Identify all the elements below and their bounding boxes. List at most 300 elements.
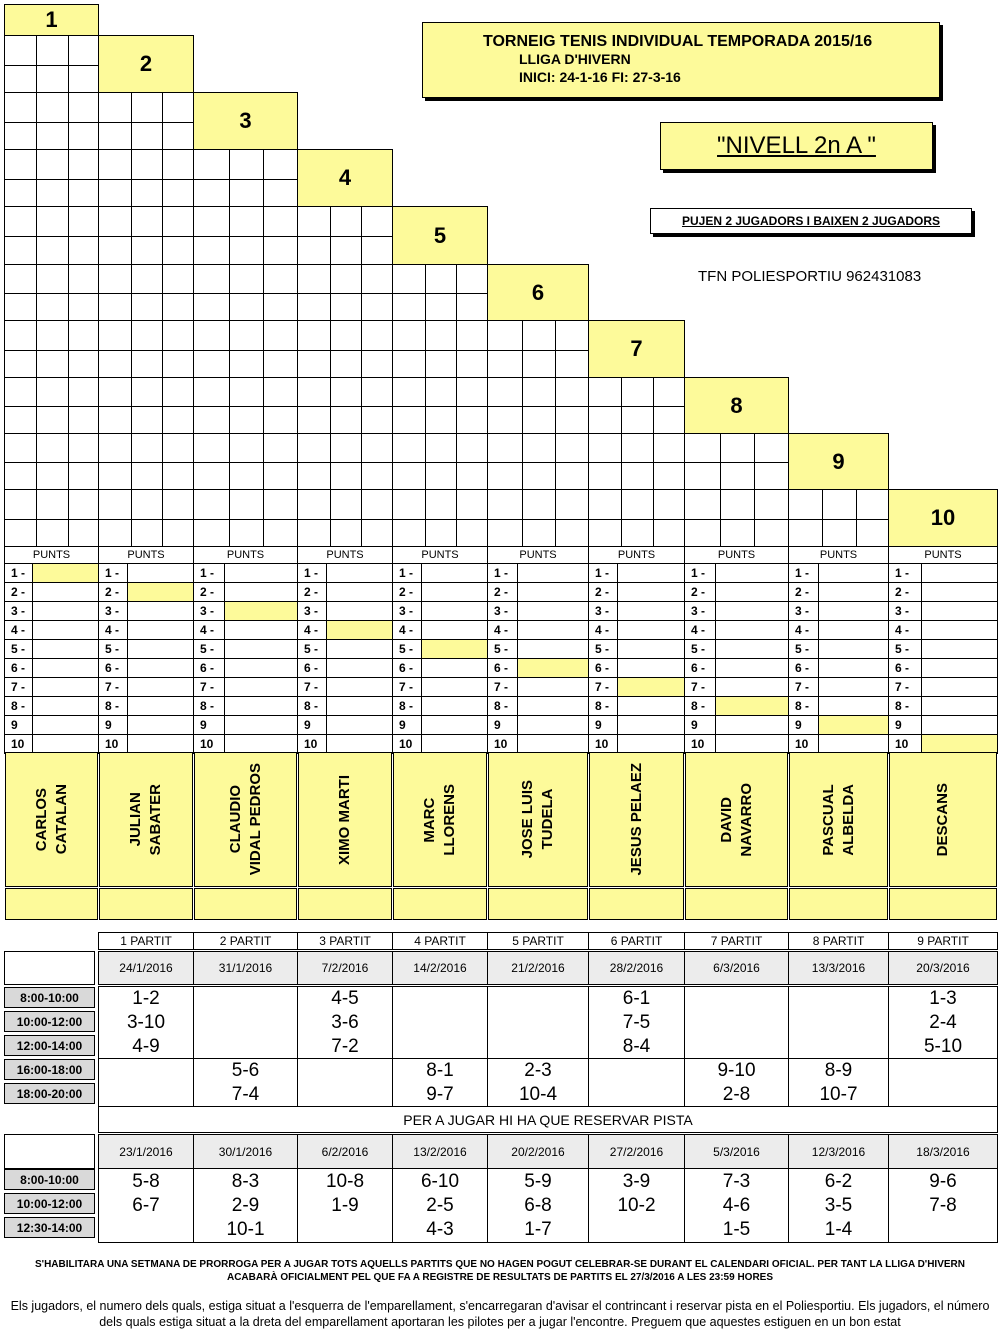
points-row-label: 1 -	[193, 563, 225, 583]
points-row-label: 2 -	[588, 582, 618, 602]
points-value-cell[interactable]	[127, 601, 194, 621]
match-score-cell[interactable]	[4, 264, 99, 321]
match-pairing[interactable]	[788, 1036, 889, 1058]
points-row-label: 3 -	[4, 601, 33, 621]
match-pairing[interactable]: 4-9	[132, 1036, 160, 1057]
match-date: 7/2/2016	[297, 951, 393, 985]
points-row-label: 10	[297, 734, 327, 754]
match-date: 23/1/2016	[98, 1134, 194, 1169]
score-grid-lines	[789, 490, 888, 546]
match-pairing[interactable]: 2-8	[722, 1084, 751, 1105]
time-slot-label: 16:00-18:00	[4, 1059, 95, 1080]
match-pairing[interactable]: 3-9	[622, 1171, 651, 1192]
points-value-cell[interactable]	[517, 734, 589, 754]
match-pairing[interactable]: 10-2	[617, 1195, 656, 1216]
match-pairing[interactable]: 3-10	[126, 1012, 166, 1033]
match-score-cell[interactable]	[193, 489, 298, 547]
player-name-box	[5, 752, 98, 887]
points-value-cell[interactable]	[617, 563, 685, 583]
match-pairing[interactable]: 7-5	[622, 1012, 651, 1033]
points-row-label: 7 -	[888, 677, 922, 697]
points-header: PUNTS	[392, 546, 488, 564]
points-row-label: 6 -	[487, 658, 518, 678]
score-grid-lines	[5, 150, 98, 206]
points-value-cell[interactable]	[517, 658, 589, 678]
points-value-cell[interactable]	[32, 639, 99, 659]
match-pairing[interactable]: 10-4	[518, 1084, 558, 1105]
points-header: PUNTS	[588, 546, 685, 564]
match-round-header: 9 PARTIT	[888, 932, 998, 950]
match-pairing[interactable]	[98, 1218, 194, 1242]
points-row-label: 5 -	[392, 639, 422, 659]
points-value-cell[interactable]	[224, 601, 298, 621]
points-header: PUNTS	[487, 546, 589, 564]
match-pairing[interactable]	[297, 1084, 393, 1106]
points-value-cell[interactable]	[818, 601, 889, 621]
points-value-cell[interactable]	[818, 658, 889, 678]
points-value-cell[interactable]	[127, 677, 194, 697]
match-score-cell[interactable]	[297, 206, 393, 265]
match-pairing[interactable]: 2-3	[524, 1060, 552, 1081]
match-pairing[interactable]	[888, 1218, 998, 1242]
player-total-cell[interactable]	[488, 888, 588, 920]
match-score-cell[interactable]	[684, 489, 789, 547]
match-pairing[interactable]: 8-1	[426, 1060, 454, 1081]
player-name-box	[685, 752, 788, 887]
points-row-label: 5 -	[487, 639, 518, 659]
points-row-label: 10	[788, 734, 819, 754]
points-value-cell[interactable]	[32, 734, 99, 754]
points-value-cell[interactable]	[715, 582, 789, 602]
score-grid-lines	[488, 490, 588, 546]
match-date: 13/3/2016	[788, 951, 889, 985]
points-value-cell[interactable]	[326, 696, 393, 716]
match-score-cell[interactable]	[4, 320, 99, 378]
match-score-cell[interactable]	[487, 433, 589, 490]
match-score-cell[interactable]	[392, 264, 488, 321]
match-pairing[interactable]	[684, 1036, 789, 1058]
match-date: 20/2/2016	[487, 1134, 589, 1169]
points-value-cell[interactable]	[921, 696, 998, 716]
match-score-cell[interactable]	[4, 35, 99, 93]
match-pairing[interactable]	[297, 1060, 393, 1082]
match-pairing[interactable]	[888, 1060, 998, 1082]
points-value-cell[interactable]	[32, 696, 99, 716]
points-value-cell[interactable]	[127, 696, 194, 716]
points-value-cell[interactable]	[715, 696, 789, 716]
match-score-cell[interactable]	[98, 377, 194, 434]
match-score-cell[interactable]	[392, 433, 488, 490]
points-value-cell[interactable]	[421, 677, 488, 697]
points-value-cell[interactable]	[715, 620, 789, 640]
points-row-label: 4 -	[684, 620, 716, 640]
match-pairing[interactable]: 9-10	[717, 1060, 756, 1081]
match-pairing[interactable]	[684, 1012, 789, 1034]
match-score-cell[interactable]	[98, 92, 194, 150]
points-value-cell[interactable]	[517, 563, 589, 583]
match-pairing[interactable]: 9-7	[426, 1084, 454, 1105]
points-value-cell[interactable]	[32, 563, 99, 583]
match-pairing[interactable]	[193, 988, 298, 1010]
player-name-box	[298, 752, 392, 887]
points-value-cell[interactable]	[617, 658, 685, 678]
points-row-label: 6 -	[888, 658, 922, 678]
match-pairing[interactable]	[888, 1084, 998, 1106]
points-row-label: 10	[888, 734, 922, 754]
match-score-cell[interactable]	[297, 264, 393, 321]
match-pairing[interactable]: 7-2	[331, 1036, 359, 1057]
match-pairing[interactable]: 8-9	[824, 1060, 853, 1081]
points-value-cell[interactable]	[326, 620, 393, 640]
points-row-label: 6 -	[588, 658, 618, 678]
player-total-cell[interactable]	[99, 888, 193, 920]
points-row-label: 2 -	[193, 582, 225, 602]
match-pairing[interactable]: 6-10	[420, 1171, 460, 1192]
match-pairing[interactable]	[788, 1012, 889, 1034]
score-grid-lines	[99, 490, 193, 546]
match-score-cell[interactable]	[392, 377, 488, 434]
match-score-cell[interactable]	[4, 433, 99, 490]
score-grid-lines	[685, 490, 788, 546]
points-value-cell[interactable]	[617, 677, 685, 697]
points-value-cell[interactable]	[921, 582, 998, 602]
points-value-cell[interactable]	[818, 582, 889, 602]
match-score-cell[interactable]	[297, 433, 393, 490]
points-value-cell[interactable]	[326, 715, 393, 735]
match-score-cell[interactable]	[487, 377, 589, 434]
points-value-cell[interactable]	[617, 639, 685, 659]
match-pairing[interactable]	[684, 988, 789, 1010]
points-value-cell[interactable]	[224, 677, 298, 697]
player-name: JESUS PELAEZ	[627, 763, 645, 876]
points-row-label: 6 -	[4, 658, 33, 678]
match-score-cell[interactable]	[297, 489, 393, 547]
points-value-cell[interactable]	[818, 639, 889, 659]
points-value-cell[interactable]	[421, 563, 488, 583]
points-value-cell[interactable]	[127, 620, 194, 640]
match-pairing[interactable]: 3-6	[331, 1012, 359, 1033]
points-value-cell[interactable]	[326, 734, 393, 754]
points-value-cell[interactable]	[421, 620, 488, 640]
points-row-label: 2 -	[487, 582, 518, 602]
match-pairing[interactable]: 7-8	[929, 1195, 957, 1216]
points-value-cell[interactable]	[818, 563, 889, 583]
match-score-cell[interactable]	[487, 320, 589, 378]
points-value-cell[interactable]	[224, 563, 298, 583]
points-row-label: 3 -	[392, 601, 422, 621]
points-value-cell[interactable]	[517, 620, 589, 640]
match-score-cell[interactable]	[684, 433, 789, 490]
points-value-cell[interactable]	[224, 582, 298, 602]
match-score-cell[interactable]	[588, 489, 685, 547]
player-number-header: 10	[888, 489, 998, 547]
match-pairing[interactable]: 5-10	[923, 1036, 963, 1057]
points-value-cell[interactable]	[921, 677, 998, 697]
points-row-label: 1 -	[888, 563, 922, 583]
match-score-cell[interactable]	[193, 149, 298, 207]
match-score-cell[interactable]	[193, 264, 298, 321]
match-pairing[interactable]	[392, 1012, 488, 1034]
match-pairing[interactable]	[392, 988, 488, 1010]
points-value-cell[interactable]	[617, 715, 685, 735]
points-row-label: 9	[684, 715, 716, 735]
match-score-cell[interactable]	[4, 149, 99, 207]
match-pairing[interactable]: 10-1	[226, 1219, 265, 1240]
points-header: PUNTS	[98, 546, 194, 564]
match-pairing[interactable]: 5-6	[231, 1060, 260, 1081]
points-value-cell[interactable]	[127, 658, 194, 678]
points-value-cell[interactable]	[818, 734, 889, 754]
match-pairing[interactable]	[193, 1036, 298, 1058]
points-row-label: 1 -	[392, 563, 422, 583]
match-pairing[interactable]: 6-7	[132, 1195, 160, 1216]
match-score-cell[interactable]	[98, 264, 194, 321]
points-row-label: 10	[98, 734, 128, 754]
points-value-cell[interactable]	[715, 658, 789, 678]
match-pairing[interactable]	[392, 1036, 488, 1058]
points-value-cell[interactable]	[517, 601, 589, 621]
points-value-cell[interactable]	[818, 715, 889, 735]
score-grid-lines	[393, 378, 487, 433]
match-score-cell[interactable]	[487, 489, 589, 547]
points-value-cell[interactable]	[127, 715, 194, 735]
score-grid-lines	[99, 265, 193, 320]
match-pairing[interactable]: 1-2	[132, 988, 160, 1009]
points-row-label: 3 -	[297, 601, 327, 621]
match-score-cell[interactable]	[4, 92, 99, 150]
match-score-cell[interactable]	[193, 206, 298, 265]
player-name: DAVID NAVARRO	[717, 782, 755, 857]
match-pairing[interactable]	[588, 1218, 685, 1242]
player-name-box	[488, 752, 588, 887]
match-pairing[interactable]: 5-9	[524, 1171, 552, 1192]
match-pairing[interactable]: 4-5	[331, 988, 359, 1009]
points-value-cell[interactable]	[715, 563, 789, 583]
player-name-box	[194, 752, 297, 887]
points-value-cell[interactable]	[517, 639, 589, 659]
points-value-cell[interactable]	[224, 734, 298, 754]
points-value-cell[interactable]	[921, 563, 998, 583]
points-value-cell[interactable]	[421, 582, 488, 602]
promotion-rule: PUJEN 2 JUGADORS I BAIXEN 2 JUGADORS	[650, 208, 972, 234]
match-score-cell[interactable]	[98, 489, 194, 547]
match-pairing[interactable]: 2-5	[426, 1195, 454, 1216]
points-value-cell[interactable]	[326, 677, 393, 697]
match-pairing[interactable]	[487, 1036, 589, 1058]
match-round-header: 4 PARTIT	[392, 932, 488, 950]
points-value-cell[interactable]	[421, 639, 488, 659]
points-value-cell[interactable]	[32, 677, 99, 697]
points-value-cell[interactable]	[127, 563, 194, 583]
match-score-cell[interactable]	[4, 377, 99, 434]
match-pairing[interactable]: 7-4	[231, 1084, 260, 1105]
match-score-cell[interactable]	[98, 149, 194, 207]
points-value-cell[interactable]	[517, 715, 589, 735]
time-slot-label: 12:30-14:00	[4, 1217, 95, 1238]
player-total-cell[interactable]	[194, 888, 297, 920]
points-value-cell[interactable]	[224, 715, 298, 735]
points-value-cell[interactable]	[224, 620, 298, 640]
match-pairing[interactable]: 6-8	[524, 1195, 552, 1216]
match-score-cell[interactable]	[98, 320, 194, 378]
points-value-cell[interactable]	[326, 658, 393, 678]
match-pairing[interactable]: 10-7	[819, 1084, 858, 1105]
player-total-cell[interactable]	[298, 888, 392, 920]
points-row-label: 4 -	[4, 620, 33, 640]
points-value-cell[interactable]	[326, 601, 393, 621]
points-value-cell[interactable]	[326, 563, 393, 583]
points-value-cell[interactable]	[617, 582, 685, 602]
match-pairing[interactable]: 1-4	[824, 1219, 853, 1240]
points-value-cell[interactable]	[32, 620, 99, 640]
player-total-cell[interactable]	[685, 888, 788, 920]
match-pairing[interactable]: 9-6	[929, 1171, 957, 1192]
points-value-cell[interactable]	[921, 734, 998, 754]
points-value-cell[interactable]	[326, 582, 393, 602]
match-score-cell[interactable]	[4, 489, 99, 547]
points-value-cell[interactable]	[421, 734, 488, 754]
match-score-cell[interactable]	[788, 489, 889, 547]
match-pairing[interactable]	[98, 1084, 194, 1106]
match-pairing[interactable]	[788, 988, 889, 1010]
match-pairing[interactable]	[297, 1218, 393, 1242]
match-pairing[interactable]: 8-4	[622, 1036, 651, 1057]
match-pairing[interactable]: 1-7	[524, 1219, 552, 1240]
points-value-cell[interactable]	[921, 601, 998, 621]
points-value-cell[interactable]	[517, 677, 589, 697]
match-pairing[interactable]: 7-3	[722, 1171, 751, 1192]
points-row-label: 4 -	[193, 620, 225, 640]
points-row-label: 1 -	[98, 563, 128, 583]
points-value-cell[interactable]	[127, 734, 194, 754]
match-pairing[interactable]	[588, 1084, 685, 1106]
points-value-cell[interactable]	[32, 715, 99, 735]
points-value-cell[interactable]	[921, 658, 998, 678]
match-pairing[interactable]: 1-3	[929, 988, 957, 1009]
points-value-cell[interactable]	[921, 639, 998, 659]
points-value-cell[interactable]	[224, 658, 298, 678]
player-total-cell[interactable]	[789, 888, 888, 920]
points-row-label: 3 -	[788, 601, 819, 621]
match-pairing[interactable]: 1-9	[331, 1195, 359, 1216]
points-row-label: 2 -	[297, 582, 327, 602]
points-value-cell[interactable]	[421, 658, 488, 678]
match-pairing[interactable]	[588, 1060, 685, 1082]
player-total-cell[interactable]	[5, 888, 98, 920]
points-value-cell[interactable]	[421, 601, 488, 621]
points-row-label: 10	[487, 734, 518, 754]
points-value-cell[interactable]	[421, 696, 488, 716]
points-value-cell[interactable]	[224, 696, 298, 716]
match-score-cell[interactable]	[98, 433, 194, 490]
points-row-label: 2 -	[684, 582, 716, 602]
match-score-cell[interactable]	[392, 320, 488, 378]
match-pairing[interactable]: 6-2	[824, 1171, 853, 1192]
match-pairing[interactable]	[487, 1012, 589, 1034]
points-value-cell[interactable]	[818, 620, 889, 640]
match-score-cell[interactable]	[193, 320, 298, 378]
match-pairing[interactable]: 4-6	[722, 1195, 751, 1216]
points-value-cell[interactable]	[617, 620, 685, 640]
match-pairing[interactable]: 5-8	[132, 1171, 160, 1192]
points-row-label: 7 -	[588, 677, 618, 697]
match-score-cell[interactable]	[588, 377, 685, 434]
points-value-cell[interactable]	[127, 582, 194, 602]
points-value-cell[interactable]	[32, 582, 99, 602]
player-total-cell[interactable]	[393, 888, 487, 920]
match-pairing[interactable]: 6-1	[622, 988, 651, 1009]
points-row-label: 9	[487, 715, 518, 735]
points-value-cell[interactable]	[715, 677, 789, 697]
score-grid-lines	[488, 321, 588, 377]
points-value-cell[interactable]	[617, 734, 685, 754]
match-pairing[interactable]	[193, 1012, 298, 1034]
score-grid-lines	[5, 207, 98, 264]
match-score-cell[interactable]	[297, 320, 393, 378]
points-value-cell[interactable]	[715, 734, 789, 754]
match-score-cell[interactable]	[193, 377, 298, 434]
player-total-cell[interactable]	[589, 888, 684, 920]
match-score-cell[interactable]	[193, 433, 298, 490]
phone-number: TFN POLIESPORTIU 962431083	[698, 268, 922, 285]
points-value-cell[interactable]	[32, 601, 99, 621]
points-value-cell[interactable]	[617, 601, 685, 621]
points-value-cell[interactable]	[517, 696, 589, 716]
match-score-cell[interactable]	[4, 206, 99, 265]
match-pairing[interactable]: 4-3	[426, 1219, 454, 1240]
match-pairing[interactable]	[98, 1060, 194, 1082]
points-value-cell[interactable]	[818, 677, 889, 697]
score-grid-lines	[298, 434, 392, 489]
points-value-cell[interactable]	[326, 639, 393, 659]
points-value-cell[interactable]	[715, 601, 789, 621]
player-name-box	[99, 752, 193, 887]
match-date: 24/1/2016	[98, 951, 194, 985]
match-pairing[interactable]: 10-8	[325, 1171, 365, 1192]
match-pairing[interactable]: 3-5	[824, 1195, 853, 1216]
match-pairing[interactable]: 2-9	[231, 1195, 260, 1216]
points-value-cell[interactable]	[421, 715, 488, 735]
score-grid-lines	[194, 265, 297, 320]
match-pairing[interactable]: 8-3	[231, 1171, 260, 1192]
score-grid-lines	[194, 321, 297, 377]
points-value-cell[interactable]	[224, 639, 298, 659]
points-value-cell[interactable]	[517, 582, 589, 602]
points-value-cell[interactable]	[715, 639, 789, 659]
points-value-cell[interactable]	[818, 696, 889, 716]
points-row-label: 4 -	[487, 620, 518, 640]
points-value-cell[interactable]	[127, 639, 194, 659]
points-value-cell[interactable]	[715, 715, 789, 735]
match-score-cell[interactable]	[297, 377, 393, 434]
match-pairing[interactable]: 2-4	[929, 1012, 957, 1033]
points-row-label: 5 -	[297, 639, 327, 659]
match-pairing[interactable]	[487, 988, 589, 1010]
match-score-cell[interactable]	[588, 433, 685, 490]
score-grid-lines	[589, 490, 684, 546]
points-row-label: 6 -	[684, 658, 716, 678]
match-score-cell[interactable]	[98, 206, 194, 265]
player-total-cell[interactable]	[889, 888, 997, 920]
points-row-label: 4 -	[888, 620, 922, 640]
points-value-cell[interactable]	[32, 658, 99, 678]
points-row-label: 5 -	[788, 639, 819, 659]
match-score-cell[interactable]	[392, 489, 488, 547]
points-value-cell[interactable]	[921, 715, 998, 735]
match-pairing[interactable]: 1-5	[722, 1219, 751, 1240]
points-value-cell[interactable]	[921, 620, 998, 640]
points-value-cell[interactable]	[617, 696, 685, 716]
